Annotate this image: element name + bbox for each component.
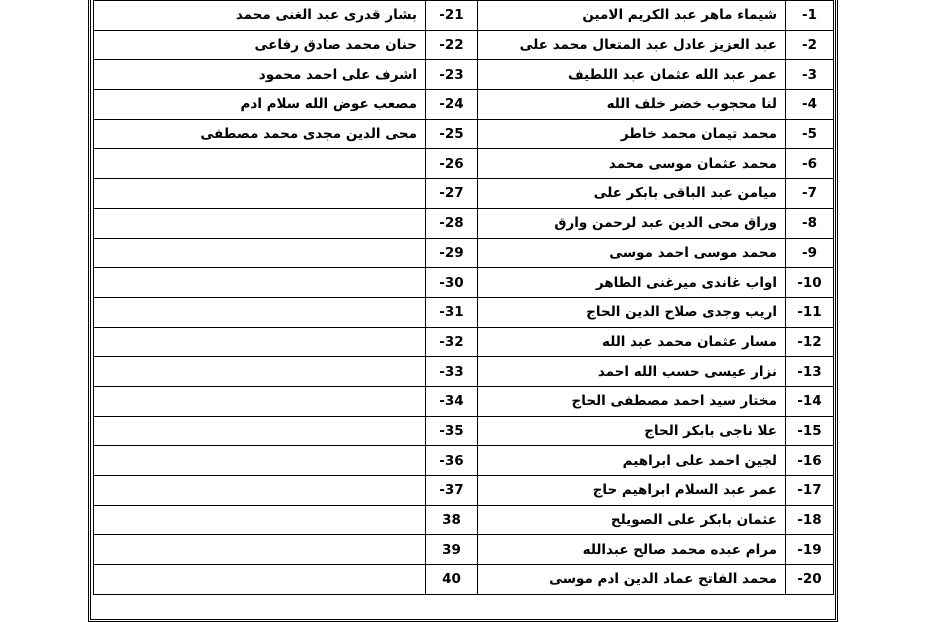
student-name: اواب غاندى ميرغنى الطاهر (478, 268, 786, 298)
student-name (94, 268, 426, 298)
table-row (94, 238, 834, 268)
student-name: ميامن عبد الباقى بابكر على (478, 179, 786, 209)
table-row (94, 446, 834, 476)
row-number: -32 (426, 327, 478, 357)
student-name (94, 476, 426, 506)
student-name: عثمان بابكر على الصويلح (478, 505, 786, 535)
row-number: -20 (786, 565, 834, 595)
table-row (94, 386, 834, 416)
student-name (94, 208, 426, 238)
student-name (94, 238, 426, 268)
student-name (94, 179, 426, 209)
table-row (94, 565, 834, 595)
student-name: اريب وجدى صلاح الدين الحاج (478, 297, 786, 327)
table-row (94, 476, 834, 506)
row-number: -7 (786, 179, 834, 209)
row-number: 39 (426, 535, 478, 565)
student-name: بشار قدرى عبد الغنى محمد (94, 1, 426, 31)
student-name: محمد تيمان محمد خاطر (478, 119, 786, 149)
student-name: شيماء ماهر عبد الكريم الامين (478, 1, 786, 31)
student-name (94, 535, 426, 565)
row-number: -15 (786, 416, 834, 446)
student-name: عمر عبد الله عثمان عبد اللطيف (478, 60, 786, 90)
row-number: -14 (786, 386, 834, 416)
table-row (94, 416, 834, 446)
student-name: عمر عبد السلام ابراهيم حاج (478, 476, 786, 506)
row-number: 40 (426, 565, 478, 595)
table-row (94, 119, 834, 149)
student-name: مسار عثمان محمد عبد الله (478, 327, 786, 357)
student-name: نزار عيسى حسب الله احمد (478, 357, 786, 387)
row-number: -8 (786, 208, 834, 238)
row-number: -16 (786, 446, 834, 476)
table-row (94, 149, 834, 179)
row-number: -17 (786, 476, 834, 506)
student-name (94, 505, 426, 535)
row-number: 38 (426, 505, 478, 535)
student-name (94, 565, 426, 595)
table-row (94, 208, 834, 238)
table-row (94, 327, 834, 357)
table-row (94, 90, 834, 120)
row-number: -35 (426, 416, 478, 446)
table-row (94, 30, 834, 60)
row-number: -10 (786, 268, 834, 298)
row-number: -25 (426, 119, 478, 149)
student-name (94, 149, 426, 179)
roster-body (94, 1, 834, 595)
row-number: -2 (786, 30, 834, 60)
student-name: مصعب عوض الله سلام ادم (94, 90, 426, 120)
student-name: لجين احمد على ابراهيم (478, 446, 786, 476)
table-row (94, 60, 834, 90)
row-number: -13 (786, 357, 834, 387)
row-number: -12 (786, 327, 834, 357)
row-number: -26 (426, 149, 478, 179)
row-number: -24 (426, 90, 478, 120)
student-name (94, 446, 426, 476)
student-roster-table (93, 0, 834, 595)
table-row (94, 535, 834, 565)
table-row (94, 297, 834, 327)
row-number: -29 (426, 238, 478, 268)
row-number: -9 (786, 238, 834, 268)
row-number: -22 (426, 30, 478, 60)
row-number: -3 (786, 60, 834, 90)
student-name (94, 297, 426, 327)
student-name: محمد عثمان موسى محمد (478, 149, 786, 179)
row-number: -30 (426, 268, 478, 298)
student-name (94, 386, 426, 416)
row-number: -6 (786, 149, 834, 179)
student-name: علا ناجى بابكر الحاج (478, 416, 786, 446)
row-number: -31 (426, 297, 478, 327)
row-number: -4 (786, 90, 834, 120)
row-number: -34 (426, 386, 478, 416)
row-number: -23 (426, 60, 478, 90)
table-row (94, 357, 834, 387)
student-name: حنان محمد صادق رفاعى (94, 30, 426, 60)
student-name: مرام عبده محمد صالح عبدالله (478, 535, 786, 565)
row-number: -18 (786, 505, 834, 535)
row-number: -27 (426, 179, 478, 209)
row-number: -19 (786, 535, 834, 565)
student-name: محمد الفاتح عماد الدين ادم موسى (478, 565, 786, 595)
student-name: اشرف على احمد محمود (94, 60, 426, 90)
row-number: -36 (426, 446, 478, 476)
table-row (94, 268, 834, 298)
student-name: عبد العزيز عادل عبد المتعال محمد على (478, 30, 786, 60)
student-name: مختار سيد احمد مصطفى الحاج (478, 386, 786, 416)
row-number: -1 (786, 1, 834, 31)
student-name (94, 357, 426, 387)
row-number: -21 (426, 1, 478, 31)
row-number: -11 (786, 297, 834, 327)
student-name: محى الدين مجدى محمد مصطفى (94, 119, 426, 149)
student-name: محمد موسى احمد موسى (478, 238, 786, 268)
table-row (94, 1, 834, 31)
student-name: وراق محى الدين عبد لرحمن وارق (478, 208, 786, 238)
student-name (94, 416, 426, 446)
table-row (94, 505, 834, 535)
student-name: لنا محجوب خضر خلف الله (478, 90, 786, 120)
student-name (94, 327, 426, 357)
row-number: -28 (426, 208, 478, 238)
row-number: -37 (426, 476, 478, 506)
row-number: -33 (426, 357, 478, 387)
table-row (94, 179, 834, 209)
row-number: -5 (786, 119, 834, 149)
